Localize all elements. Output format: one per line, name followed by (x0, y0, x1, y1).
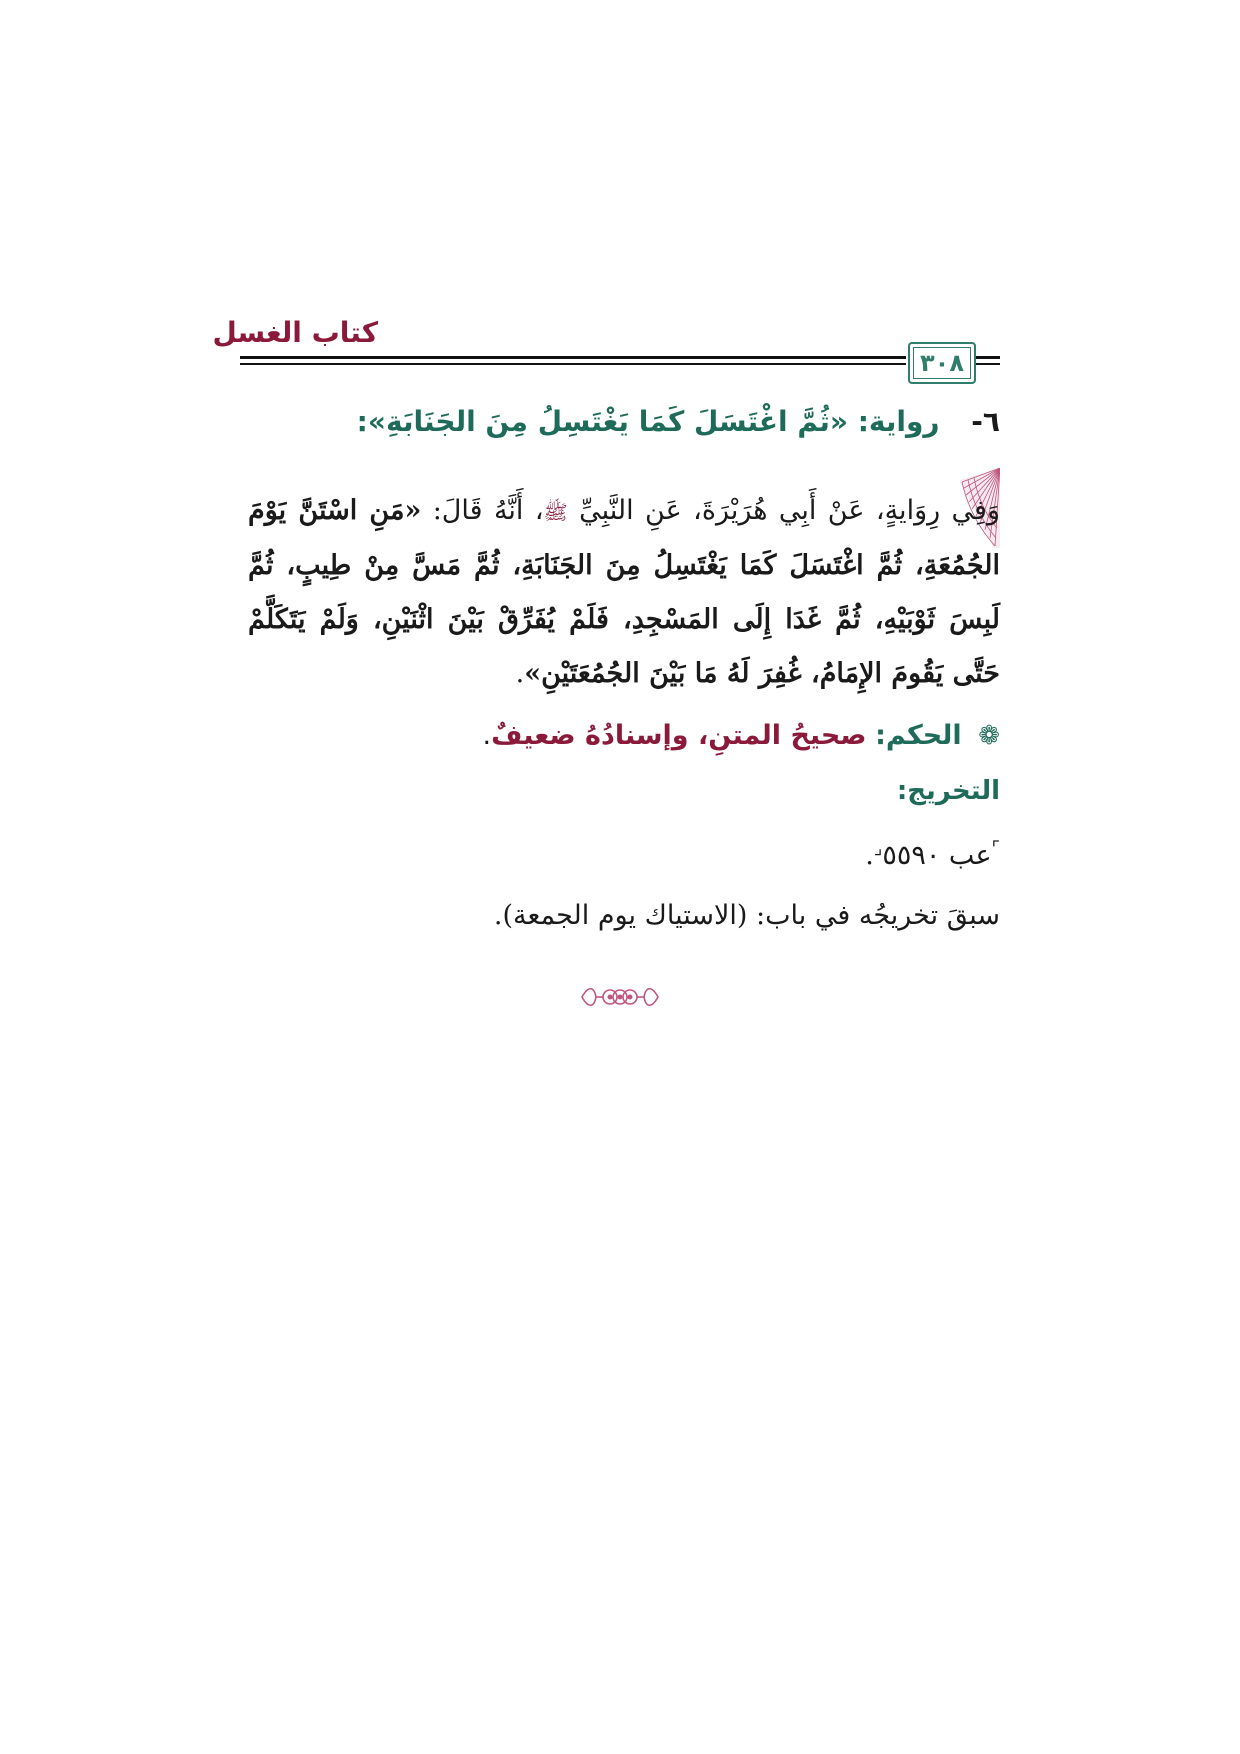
close-bracket-icon: ⌟ (873, 838, 883, 859)
page-number: ٣٠٨ (920, 349, 964, 377)
header-rule-bottom (240, 363, 906, 365)
section-title: رواية: «ثُمَّ اغْتَسَلَ كَمَا يَغْتَسِلُ مِنَ الجَنَابَةِ»: (356, 405, 940, 438)
takhrij-ref: عب ٥٥٩٠ (882, 840, 992, 871)
rosette-icon: ❁ (978, 721, 1000, 751)
header-rule-top (240, 356, 906, 359)
book-title: كتاب الغسل (212, 316, 378, 349)
section-number: ٦- (971, 405, 1000, 438)
takhrij-ref-end: . (865, 840, 874, 871)
hadith-end: . (515, 658, 525, 689)
ruling-end: . (482, 720, 492, 751)
previous-takhrij-note: سبقَ تخريجُه في باب: (الاستياك يوم الجمعة). (493, 900, 1000, 931)
takhrij-label: التخريج: (896, 776, 1000, 806)
salutation-glyph: ﷺ (543, 500, 568, 524)
open-bracket-icon: ⌜ (991, 838, 1000, 859)
takhrij-reference (865, 838, 1000, 871)
header-rule-top-right (976, 356, 1000, 359)
hadith-said: ، أَنَّهُ قَالَ: (421, 495, 544, 526)
ruling-value: صحيحُ المتنِ، وإسنادُهُ ضعيفٌ (491, 720, 867, 751)
ruling-line (483, 720, 1000, 751)
section-heading (357, 405, 1000, 438)
hadith-paragraph (248, 484, 1000, 701)
hadith-text: «مَنِ اسْتَنَّ يَوْمَ الجُمُعَةِ، ثُمَّ اغْتَسَلَ كَمَا يَغْتَسِلُ مِنَ الجَنَابَةِ، ثُمَّ مَسَّ مِنْ طِيبٍ، ثُمَّ لَبِسَ ثَوْبَيْهِ، ثُمَّ غَدَا إِلَى المَسْجِدِ، فَلَمْ يُفَرِّقْ بَيْنَ اثْنَيْنِ، وَلَمْ يَتَكَلَّمْ حَتَّى يَقُومَ الإِمَامُ، غُفِرَ لَهُ مَا بَيْنَ الجُمُعَتَيْنِ» (248, 495, 1000, 689)
hadith-intro: وَفِي رِوَايةٍ، عَنْ أَبِي هُرَيْرَةَ، عَنِ النَّبِيِّ (579, 495, 1000, 526)
divider-ornament-icon (580, 980, 660, 1014)
header-rule-bottom-right (976, 363, 1000, 365)
ruling-label: الحكم: (875, 720, 962, 751)
page-number-badge (908, 342, 976, 384)
